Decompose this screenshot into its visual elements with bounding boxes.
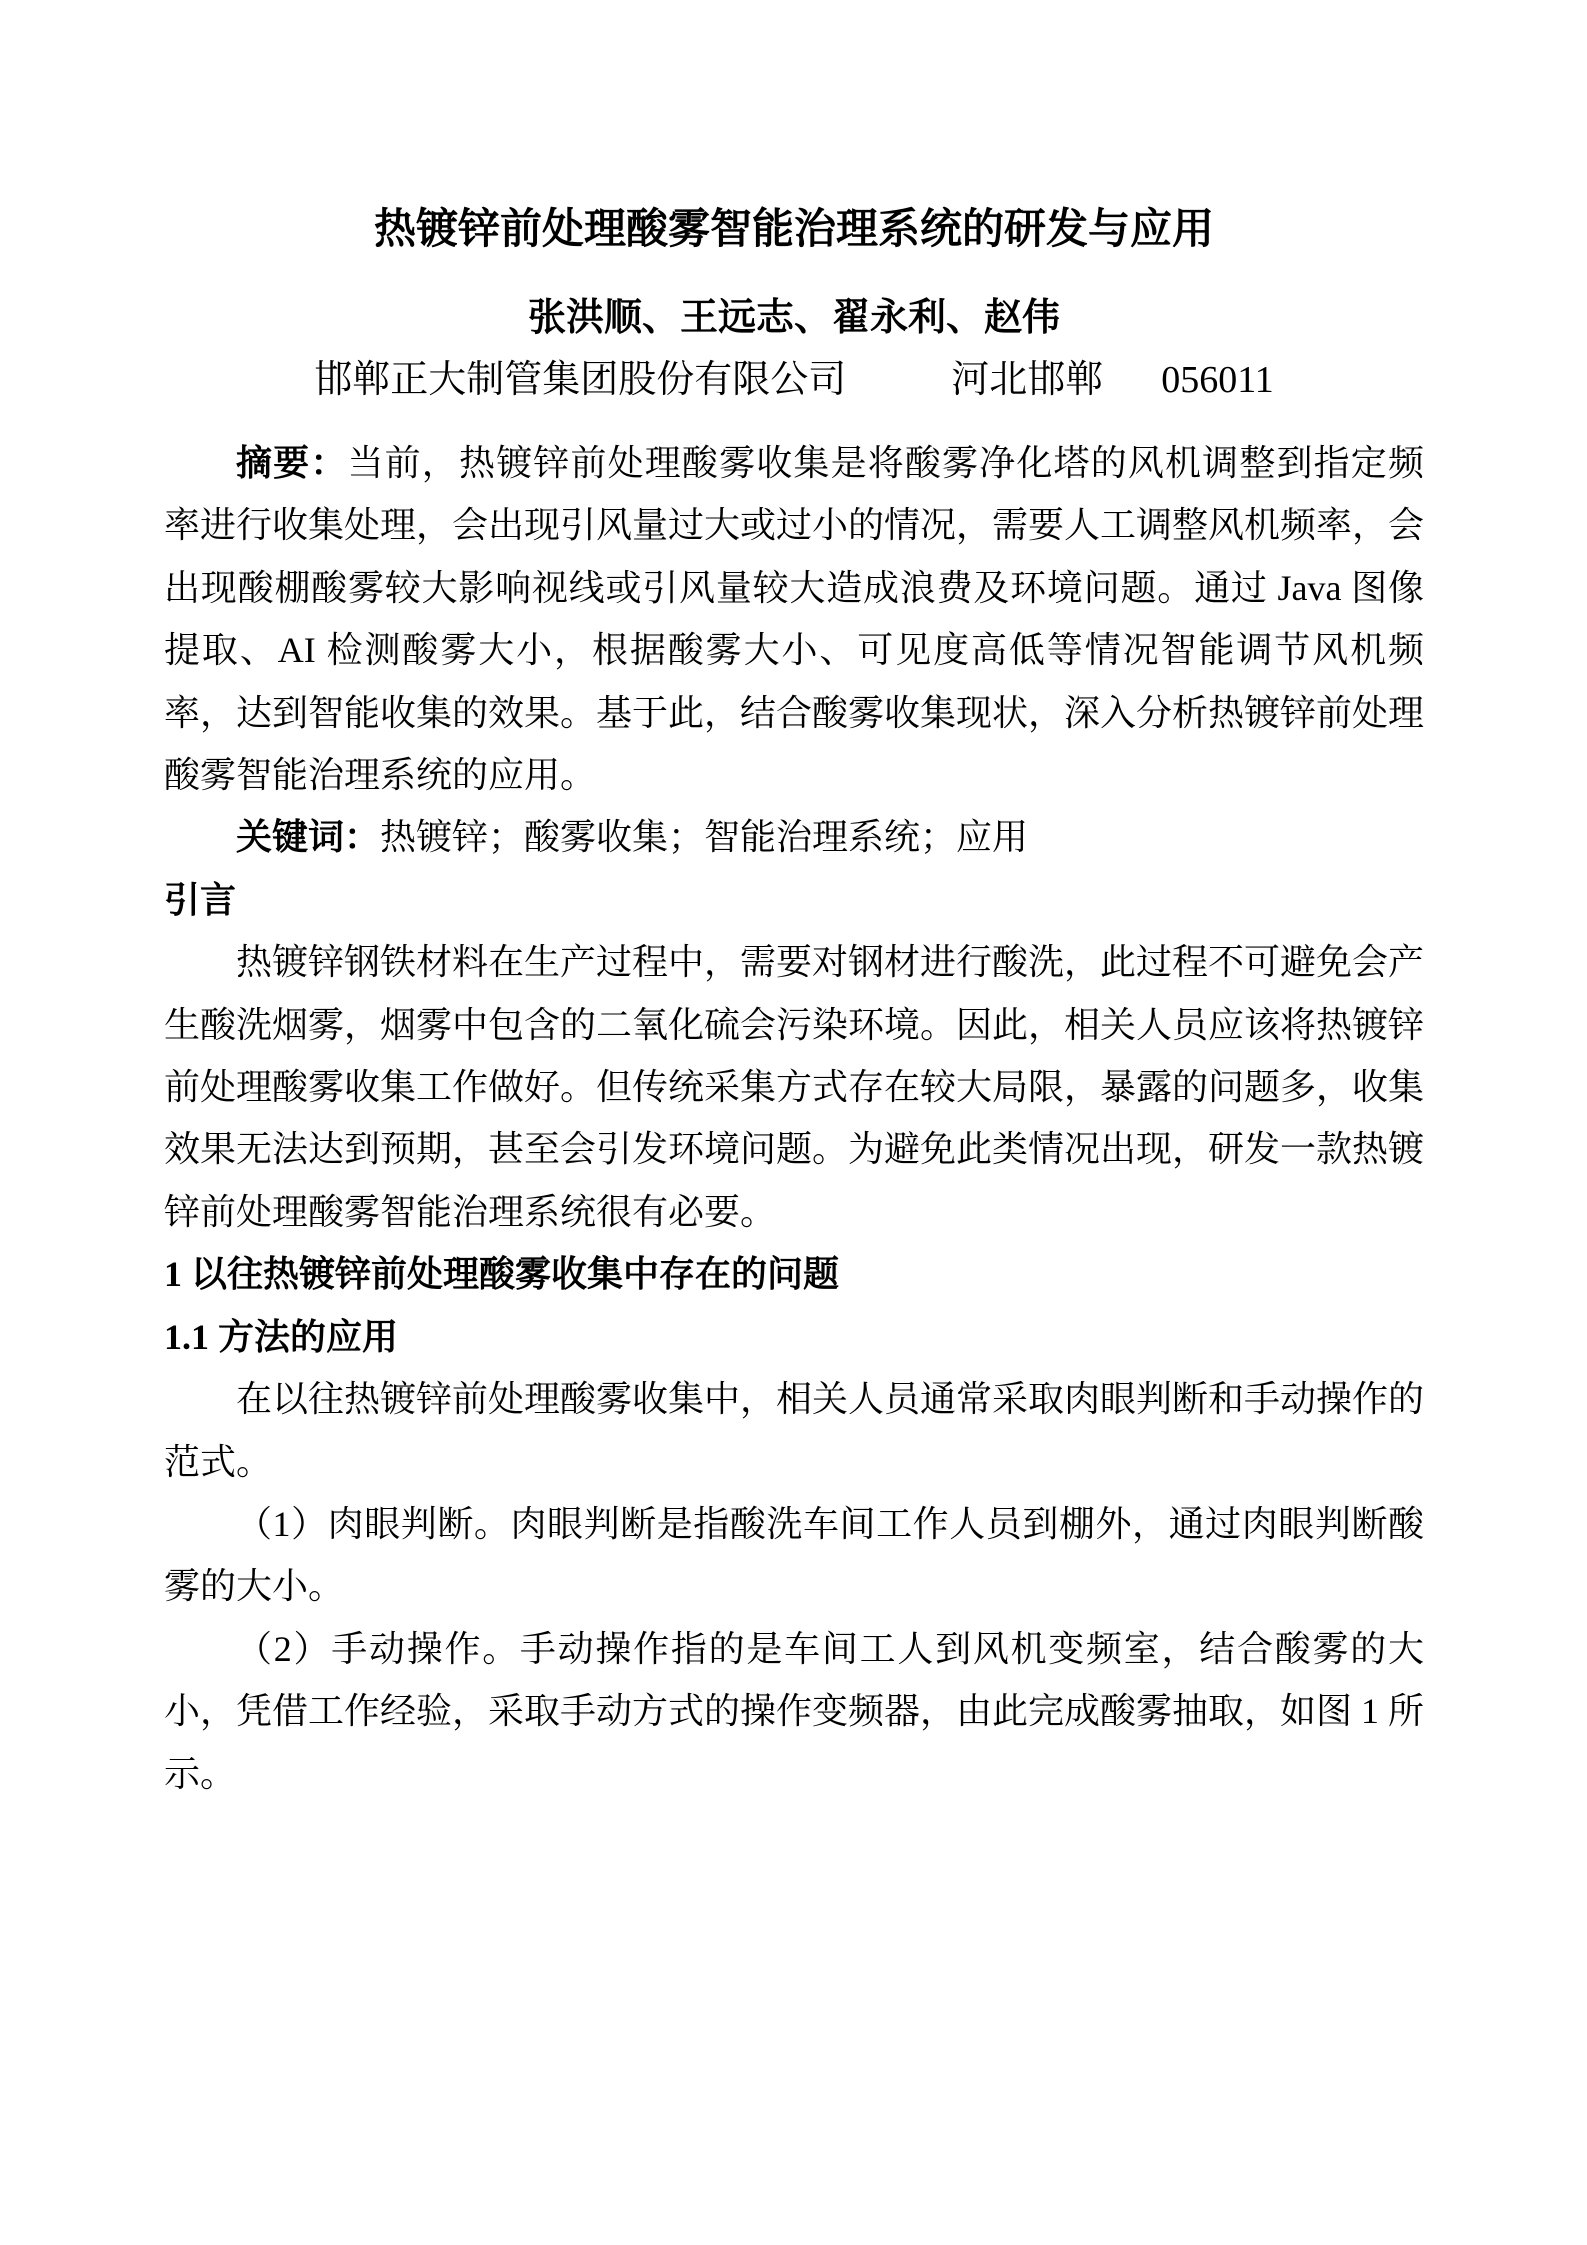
section-1-1-paragraph-2: （1）肉眼判断。肉眼判断是指酸洗车间工作人员到棚外，通过肉眼判断酸雾的大小。: [164, 1503, 1424, 1607]
paper-authors: 张洪顺、王远志、翟永利、赵伟: [527, 297, 1060, 339]
section-1-heading: 1 以往热镀锌前处理酸雾收集中存在的问题: [164, 1254, 840, 1295]
affiliation-organization: 邯郸正大制管集团股份有限公司: [314, 359, 847, 401]
keywords-paragraph: [164, 806, 1424, 868]
abstract-label: 摘要：: [236, 443, 348, 483]
keywords-label: 关键词：: [236, 817, 381, 858]
abstract-paragraph: [164, 432, 1424, 806]
intro-heading: 引言: [164, 879, 237, 920]
section-1-1-paragraph-1: 在以往热镀锌前处理酸雾收集中，相关人员通常采取肉眼判断和手动操作的范式。: [164, 1379, 1425, 1482]
paper-title: 热镀锌前处理酸雾智能治理系统的研发与应用: [373, 207, 1214, 253]
affiliation-postal-code: 056011: [1161, 359, 1274, 401]
abstract-text: 当前，热镀锌前处理酸雾收集是将酸雾净化塔的风机调整到指定频率进行收集处理，会出现引风量过大或过小的情况，需要人工调整风机频率，会出现酸棚酸雾较大影响视线或引风量较大造成浪费及环境问题。通过 Java 图像提取、AI 检测酸雾大小，根据酸雾大小、可见度高低等情况智能调节风机频率，达到智能收集的效果。基于此，结合酸雾收集现状，深入分析热镀锌前处理酸雾智能治理系统的应用。: [164, 443, 1425, 796]
section-1-1-paragraph-3: （2）手动操作。手动操作指的是车间工人到风机变频室，结合酸雾的大小，凭借工作经验，采取手动方式的操作变频器，由此完成酸雾抽取，如图 1 所示。: [164, 1628, 1425, 1794]
affiliation-location: 河北邯郸: [951, 359, 1104, 401]
paper-body: [164, 432, 1424, 1805]
section-1-1-heading: 1.1 方法的应用: [164, 1316, 399, 1357]
intro-paragraph: 热镀锌钢铁材料在生产过程中，需要对钢材进行酸洗，此过程不可避免会产生酸洗烟雾，烟雾中包含的二氧化硫会污染环境。因此，相关人员应该将热镀锌前处理酸雾收集工作做好。但传统采集方式存在较大局限，暴露的问题多，收集效果无法达到预期，甚至会引发环境问题。为避免此类情况出现，研发一款热镀锌前处理酸雾智能治理系统很有必要。: [164, 942, 1425, 1232]
keywords-text: 热镀锌；酸雾收集；智能治理系统；应用: [380, 817, 1029, 858]
paper-affiliation: [164, 349, 1424, 411]
